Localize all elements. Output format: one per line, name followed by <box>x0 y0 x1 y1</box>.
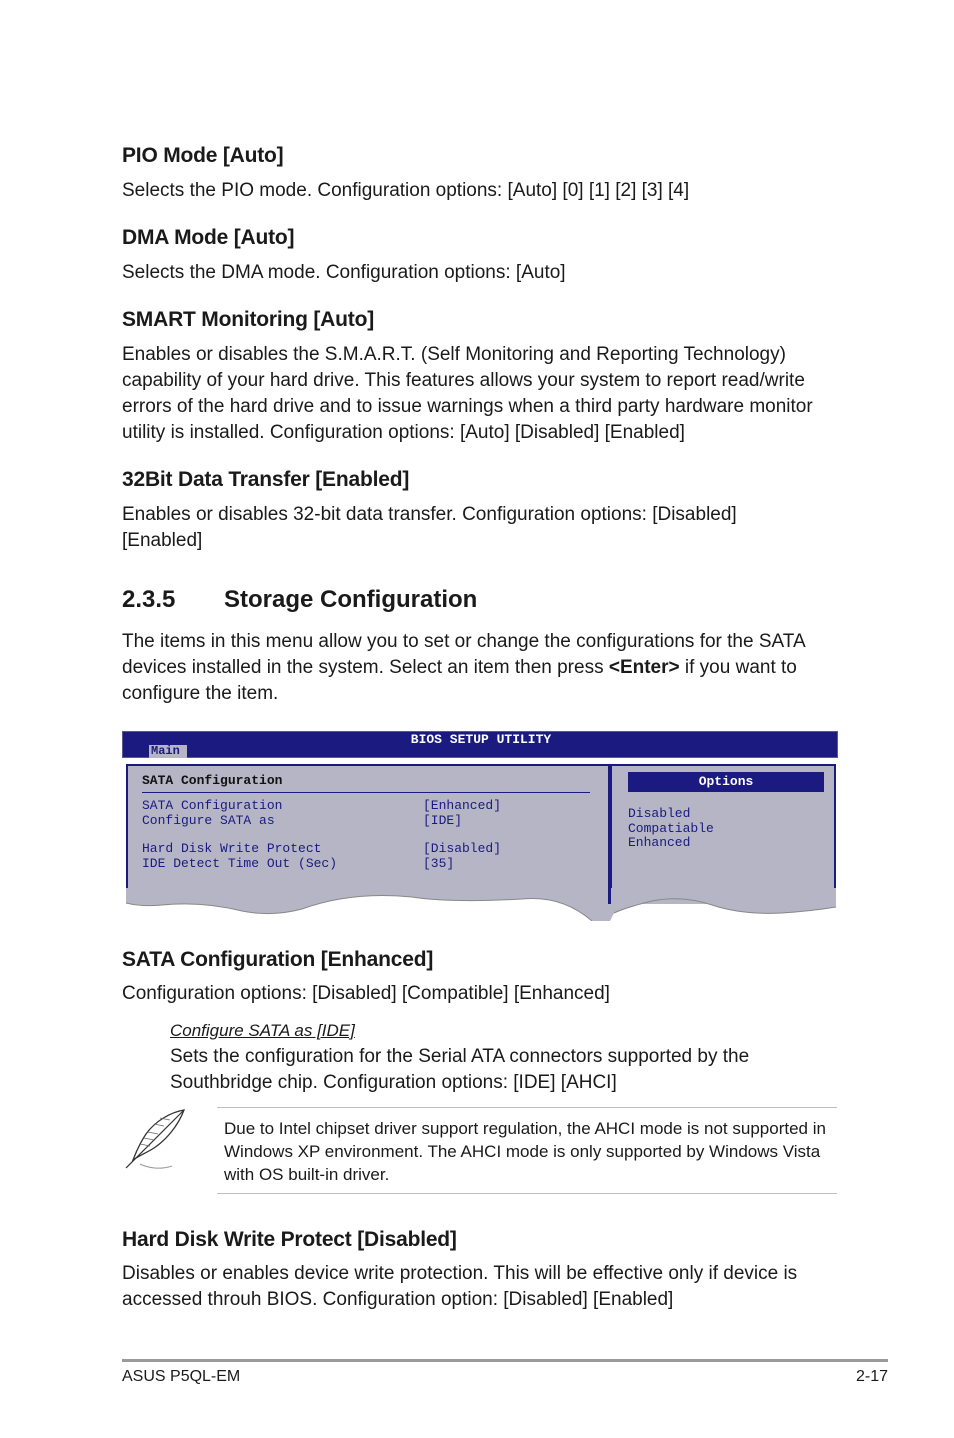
bios-item-ide-detect-timeout[interactable]: IDE Detect Time Out (Sec) <box>142 856 338 871</box>
text-line: Southbridge chip. Configuration options: [IDE] [AHCI] <box>170 1072 617 1093</box>
bios-item-sata-configuration[interactable]: SATA Configuration <box>142 798 283 813</box>
text-line: errors of the hard drive and to issue warnings when a third party hardware monitor <box>122 396 813 417</box>
bios-main-panel <box>126 764 610 888</box>
text-segment: devices installed in the system. Select an item then press <box>122 657 609 678</box>
text-line: configure the item. <box>122 683 279 704</box>
text-line: with OS built-in driver. <box>224 1165 390 1184</box>
bios-tab-main[interactable]: Main <box>149 745 187 758</box>
32bit-transfer-heading: 32Bit Data Transfer [Enabled] <box>122 468 410 491</box>
text-line: Disables or enables device write protection. This will be effective only if device is <box>122 1263 798 1284</box>
text-line: Enables or disables the S.M.A.R.T. (Self Monitoring and Reporting Technology) <box>122 344 786 365</box>
torn-edge <box>122 881 838 921</box>
text-segment: if you want to <box>679 657 797 678</box>
bios-item-hard-disk-write-protect[interactable]: Hard Disk Write Protect <box>142 841 322 856</box>
bios-item-value: [IDE] <box>423 813 463 828</box>
bios-title: BIOS SETUP UTILITY <box>410 732 552 747</box>
sata-config-text: Configuration options: [Disabled] [Compatible] [Enhanced] <box>122 983 610 1004</box>
bios-options-title: Options <box>628 772 824 792</box>
hdwp-text <box>122 1261 797 1313</box>
bios-option-disabled: Disabled <box>628 806 691 821</box>
bios-divider <box>142 792 590 793</box>
note-text <box>224 1117 826 1186</box>
dma-mode-text: Selects the DMA mode. Configuration options: [Auto] <box>122 262 566 283</box>
configure-sata-subheading: Configure SATA as [IDE] <box>170 1021 355 1040</box>
text-line: utility is installed. Configuration options: [Auto] [Disabled] [Enabled] <box>122 422 685 443</box>
note-top-rule <box>217 1107 837 1108</box>
text-line: Windows XP environment. The AHCI mode is only supported by Windows Vista <box>224 1142 821 1161</box>
sata-config-heading: SATA Configuration [Enhanced] <box>122 948 434 971</box>
32bit-transfer-text <box>122 502 737 554</box>
note-bottom-rule <box>217 1193 837 1194</box>
smart-monitoring-heading: SMART Monitoring [Auto] <box>122 308 374 331</box>
bios-title-bar <box>122 731 838 758</box>
text-line: Sets the configuration for the Serial ATA connectors supported by the <box>170 1046 750 1067</box>
bios-item-configure-sata-as[interactable]: Configure SATA as <box>142 813 275 828</box>
text-line: The items in this menu allow you to set or change the configurations for the SATA <box>122 631 806 652</box>
section-number: 2.3.5 <box>122 586 176 613</box>
text-line: [Enabled] <box>122 530 203 551</box>
bios-screenshot <box>122 731 838 921</box>
text-line: Enables or disables 32-bit data transfer. Configuration options: [Disabled] <box>122 504 737 525</box>
text-line: Due to Intel chipset driver support regulation, the AHCI mode is not supported in <box>224 1119 826 1138</box>
footer-product: ASUS P5QL-EM <box>122 1368 241 1385</box>
bios-item-value: [Disabled] <box>423 841 502 856</box>
enter-key-label: <Enter> <box>608 657 680 678</box>
section-title: Storage Configuration <box>224 586 478 613</box>
text-line: accessed throuh BIOS. Configuration option: [Disabled] [Enabled] <box>122 1289 674 1310</box>
hdwp-heading: Hard Disk Write Protect [Disabled] <box>122 1228 457 1251</box>
pio-mode-text: Selects the PIO mode. Configuration options: [Auto] [0] [1] [2] [3] [4] <box>122 180 690 201</box>
footer-rule <box>122 1359 888 1362</box>
text-line: capability of your hard drive. This features allows your system to report read/write <box>122 370 805 391</box>
pio-mode-heading: PIO Mode [Auto] <box>122 144 284 167</box>
text-line <box>122 655 806 681</box>
bios-option-compatible: Compatiable <box>628 821 714 836</box>
dma-mode-heading: DMA Mode [Auto] <box>122 226 295 249</box>
feather-pen-icon <box>120 1106 192 1172</box>
bios-item-value: [35] <box>423 856 455 871</box>
configure-sata-text <box>170 1044 749 1096</box>
storage-intro-text <box>122 629 806 707</box>
bios-panel-header: SATA Configuration <box>142 773 283 788</box>
smart-monitoring-text <box>122 342 813 446</box>
bios-item-value: [Enhanced] <box>423 798 502 813</box>
footer-page-number: 2-17 <box>855 1368 888 1385</box>
bios-option-enhanced: Enhanced <box>628 835 691 850</box>
